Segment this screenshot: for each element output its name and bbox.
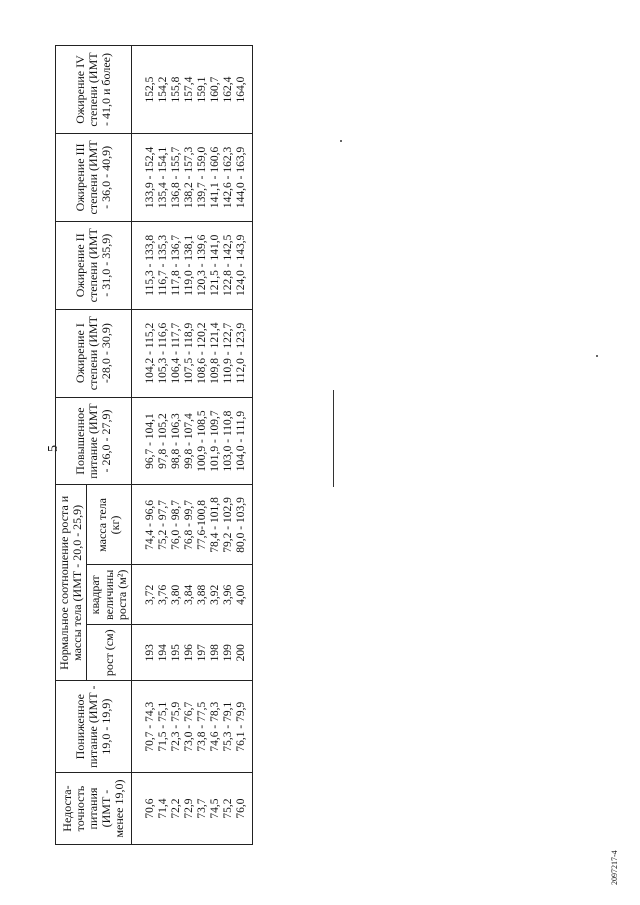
cell-obesity-4: 155,8: [170, 46, 183, 134]
speck-mark: [596, 355, 598, 357]
cell-obesity-1: 107,5 - 118,9: [183, 309, 196, 397]
cell-obesity-3: 138,2 - 157,3: [183, 133, 196, 221]
table-row: [131, 46, 157, 845]
cell-elevated: 103,0 - 110,8: [222, 397, 235, 485]
cell-obesity-2: 124,0 - 143,9: [235, 221, 253, 309]
cell-obesity-1: 104,2 - 115,2: [131, 309, 157, 397]
cell-obesity-3: 135,4 - 154,1: [157, 133, 170, 221]
table-row: [235, 46, 253, 845]
cell-obesity-3: 144,0 - 163,9: [235, 133, 253, 221]
header-mass: масса тела (кг): [87, 485, 132, 565]
cell-obesity-3: 136,8 - 155,7: [170, 133, 183, 221]
cell-mass: 76,8 - 99,7: [183, 485, 196, 565]
cell-reduced: 72,3 - 75,9: [170, 681, 183, 773]
cell-height: 196: [183, 625, 196, 681]
cell-obesity-3: 141,1 - 160,6: [209, 133, 222, 221]
cell-height-squared: 3,80: [170, 565, 183, 625]
cell-obesity-1: 105,3 - 116,6: [157, 309, 170, 397]
header-deficit: Недоста-точность питания (ИМТ - менее 19,0): [56, 773, 132, 845]
cell-obesity-4: 159,1: [196, 46, 209, 134]
cell-obesity-4: 160,7: [209, 46, 222, 134]
cell-obesity-3: 142,6 - 162,3: [222, 133, 235, 221]
cell-height-squared: 3,72: [131, 565, 157, 625]
cell-obesity-3: 133,9 - 152,4: [131, 133, 157, 221]
cell-height-squared: 3,92: [209, 565, 222, 625]
cell-deficit: 74,5: [209, 773, 222, 845]
cell-obesity-2: 120,3 - 139,6: [196, 221, 209, 309]
cell-height-squared: 3,96: [222, 565, 235, 625]
cell-obesity-2: 122,8 - 142,5: [222, 221, 235, 309]
cell-elevated: 104,0 - 111,9: [235, 397, 253, 485]
cell-mass: 76,0 - 98,7: [170, 485, 183, 565]
document-id: 2097217-4: [610, 850, 619, 885]
cell-height: 195: [170, 625, 183, 681]
cell-reduced: 70,7 - 74,3: [131, 681, 157, 773]
header-reduced: Пониженное питание (ИМТ - 19,0 - 19,9): [56, 681, 132, 773]
cell-obesity-4: 152,5: [131, 46, 157, 134]
cell-obesity-2: 115,3 - 133,8: [131, 221, 157, 309]
cell-deficit: 71,4: [157, 773, 170, 845]
cell-deficit: 76,0: [235, 773, 253, 845]
cell-height: 199: [222, 625, 235, 681]
cell-obesity-4: 164,0: [235, 46, 253, 134]
cell-height-squared: 3,84: [183, 565, 196, 625]
cell-deficit: 72,2: [170, 773, 183, 845]
header-obesity-1: Ожирение I степени (ИМТ -28,0 - 30,9): [56, 309, 132, 397]
cell-height: 198: [209, 625, 222, 681]
header-obesity-2: Ожирение II степени (ИМТ - 31,0 - 35,9): [56, 221, 132, 309]
cell-mass: 78,4 - 101,8: [209, 485, 222, 565]
cell-obesity-4: 157,4: [183, 46, 196, 134]
cell-height: 193: [131, 625, 157, 681]
cell-height: 200: [235, 625, 253, 681]
cell-deficit: 72,9: [183, 773, 196, 845]
bmi-table-rotated: [55, 45, 590, 845]
header-height-squared: квадрат величины роста (м²): [87, 565, 132, 625]
cell-obesity-3: 139,7 - 159,0: [196, 133, 209, 221]
table-row: [157, 46, 170, 845]
table-row: [183, 46, 196, 845]
cell-elevated: 99,8 - 107,4: [183, 397, 196, 485]
cell-elevated: 101,9 - 109,7: [209, 397, 222, 485]
cell-reduced: 73,8 - 77,5: [196, 681, 209, 773]
cell-elevated: 96,7 - 104,1: [131, 397, 157, 485]
cell-reduced: 76,1 - 79,9: [235, 681, 253, 773]
cell-deficit: 75,2: [222, 773, 235, 845]
cell-reduced: 71,5 - 75,1: [157, 681, 170, 773]
cell-elevated: 100,9 - 108,5: [196, 397, 209, 485]
cell-obesity-2: 116,7 - 135,3: [157, 221, 170, 309]
cell-elevated: 97,8 - 105,2: [157, 397, 170, 485]
cell-height-squared: 3,88: [196, 565, 209, 625]
cell-obesity-4: 154,2: [157, 46, 170, 134]
header-obesity-3: Ожирение III степени (ИМТ - 36,0 - 40,9): [56, 133, 132, 221]
cell-obesity-2: 117,8 - 136,7: [170, 221, 183, 309]
table-row: [170, 46, 183, 845]
cell-elevated: 98,8 - 106,3: [170, 397, 183, 485]
cell-obesity-1: 106,4 - 117,7: [170, 309, 183, 397]
table-row: [209, 46, 222, 845]
cell-obesity-2: 119,0 - 138,1: [183, 221, 196, 309]
cell-reduced: 73,0 - 76,7: [183, 681, 196, 773]
header-normal-group: Нормальное соотношение роста и массы тела (ИМТ - 20,0 - 25,9): [56, 485, 87, 681]
header-obesity-4: Ожирение IV степени (ИМТ - 41,0 и более): [56, 46, 132, 134]
cell-mass: 77,6-100,8: [196, 485, 209, 565]
cell-obesity-4: 162,4: [222, 46, 235, 134]
cell-height: 197: [196, 625, 209, 681]
cell-mass: 74,4 - 96,6: [131, 485, 157, 565]
cell-deficit: 70,6: [131, 773, 157, 845]
cell-obesity-2: 121,5 - 141,0: [209, 221, 222, 309]
header-elevated: Повышенное питание (ИМТ - 26,0 - 27,9): [56, 397, 132, 485]
cell-obesity-1: 112,0 - 123,9: [235, 309, 253, 397]
cell-height: 194: [157, 625, 170, 681]
table-row: [196, 46, 209, 845]
bmi-table: [55, 45, 253, 845]
cell-deficit: 73,7: [196, 773, 209, 845]
cell-mass: 75,2 - 97,7: [157, 485, 170, 565]
cell-obesity-1: 110,9 - 122,7: [222, 309, 235, 397]
cell-height-squared: 3,76: [157, 565, 170, 625]
page-number: 5: [46, 445, 61, 452]
table-row: [222, 46, 235, 845]
cell-reduced: 74,6 - 78,3: [209, 681, 222, 773]
header-height: рост (см): [87, 625, 132, 681]
cell-obesity-1: 108,6 - 120,2: [196, 309, 209, 397]
cell-obesity-1: 109,8 - 121,4: [209, 309, 222, 397]
cell-height-squared: 4,00: [235, 565, 253, 625]
cell-mass: 79,2 - 102,9: [222, 485, 235, 565]
table-body: [131, 46, 252, 845]
cell-mass: 80,0 - 103,9: [235, 485, 253, 565]
cell-reduced: 75,3 - 79,1: [222, 681, 235, 773]
